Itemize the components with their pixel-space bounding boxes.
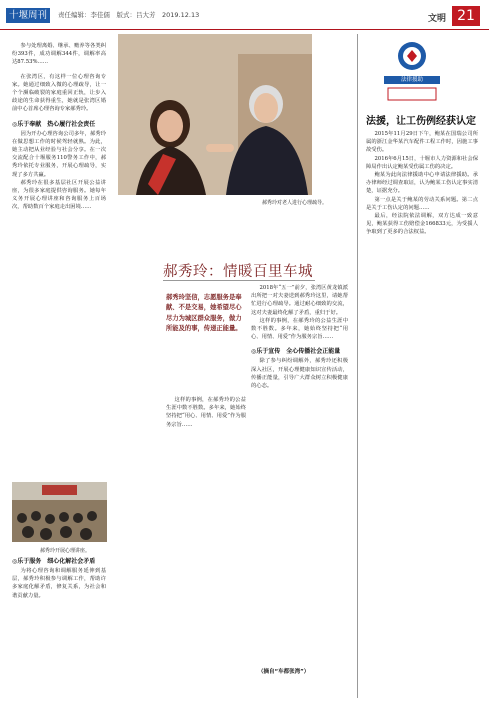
legal-aid-badge — [376, 38, 448, 104]
page-header — [0, 0, 489, 30]
source-note: （摘自“车都张湾”） — [258, 669, 310, 675]
pull-quote: 郝秀玲坚信，志愿服务是奉献、不是交易，她希望尽心尽力为城区群众服务，做力所能及的事，传递正能量。 — [166, 294, 242, 332]
article-paragraph: 2018年“五一”前夕，张湾区黄龙镇派出所把一对夫妻送到郝秀玲这里，请她帮忙进行心理疏导。通过耐心细致的交流，这对夫妻最终化解了矛盾，重归于好。 — [251, 285, 348, 316]
article-paragraph: 第一点是关于鲍某的劳动关系问题。第二点是关于工伤认定的问题…… — [366, 196, 478, 211]
article-paragraph: 2015年11月29日下午，鲍某在国瑞公司所属的浙江金华某汽车配件工程工作时，因施工事故受伤。 — [366, 131, 478, 154]
lecture-photo — [12, 482, 107, 542]
article-title-right: 法援，让工伤例经获认定 — [366, 116, 476, 127]
left-bottom-column — [12, 557, 106, 697]
article-paragraph: 2016年6月15日，十堰市人力资源和社会保障局作出认定鲍某受伤属工伤的决定。 — [366, 155, 478, 170]
middle-column — [251, 284, 348, 670]
article-paragraph: 最后，经法院依法调解，双方达成一致意见，鲍某获得工伤赔偿金166833元，为受援人争取到了更多的合法权益。 — [366, 213, 478, 236]
article-paragraph: 这样的事例，在郝秀玲的公益生涯中数不胜数。多年来，她始终坚持把“用心、用情、用爱”作为服务宗旨…… — [166, 397, 246, 428]
article-headline: 郝秀玲：情暖百里车城 — [163, 264, 313, 280]
subheading: ◎乐于奉献 热心履行社会责任 — [12, 120, 96, 128]
article-paragraph: 因为开办心理咨询公司多年，郝秀玲在做思想工作的时候驾轻就熟。为此，她主动把从业经验与社会分享。在一次交流配合十堰服务110警务工作中，郝秀玲依托专业服务，开展心理疏导，实现了多方共赢。 — [12, 130, 106, 178]
photo-illustration — [118, 34, 312, 195]
right-column — [366, 130, 478, 696]
section-name: 文明 — [428, 14, 447, 24]
photo-caption: 郝秀玲对老人进行心理疏导。 — [262, 200, 328, 206]
article-paragraph: 除了参与纠纷调解外，郝秀玲还积极深入社区，开展心理健康知识宣传活动，传播正能量，引导广大群众树立积极健康的心态。 — [251, 358, 348, 390]
article-paragraph: 参与处理离婚、继承、赡养等各类纠纷393件，成功调解344件，调解率高达87.53%…… — [12, 43, 106, 66]
page-number: 21 — [452, 6, 480, 26]
left-column — [12, 42, 106, 422]
lecture-illustration — [12, 482, 107, 542]
editor-info: 责任编辑：李佳儒 版式：吕大芳 2019.12.13 — [58, 11, 200, 19]
article-paragraph: 鲍某为此向法律援助中心申请法律援助。承办律师经过调查取证，认为鲍某工伤认定事实清楚，证据充分。 — [366, 172, 478, 195]
masthead-logo: 十堰周刊 — [6, 8, 50, 23]
article-paragraph: 郝秀玲在很多基层社区开展公益讲座，为很多家庭提供咨询服务。她每年义务开展心理讲座和咨询服务上百场次，帮助数百个家庭走出困境…… — [12, 179, 106, 211]
article-paragraph: 这样的事例，在郝秀玲的公益生涯中数不胜数。多年来，她始终坚持把“用心、用情、用爱”作为服务宗旨…… — [251, 317, 348, 341]
subheading: ◎乐于宣传 全心传播社会正能量 — [251, 348, 341, 356]
legal-aid-emblem — [376, 38, 448, 104]
photo-caption: 郝秀玲开展心理讲座。 — [40, 548, 91, 554]
column-divider — [357, 34, 358, 698]
feature-photo — [118, 34, 312, 195]
badge-label: 法律援助 — [400, 77, 423, 83]
article-paragraph: 在张湾区，有这样一位心理咨询专家。她通过细致入微的心理疏导，让一个个濒临破裂的家庭重回正轨，让步入歧途的生命获得重生，她就是张湾区婚前中心首席心理咨询专家郝秀玲。 — [12, 73, 106, 113]
article-paragraph: 为将心理咨询和调解服务延伸到基层，郝秀玲积极参与调解工作，帮助许多家庭化解矛盾，修复关系，为社会和谐贡献力量。 — [12, 568, 106, 599]
middle-left-column — [166, 396, 246, 668]
subheading: ◎乐于服务 细心化解社会矛盾 — [12, 558, 96, 565]
divider — [163, 280, 315, 281]
